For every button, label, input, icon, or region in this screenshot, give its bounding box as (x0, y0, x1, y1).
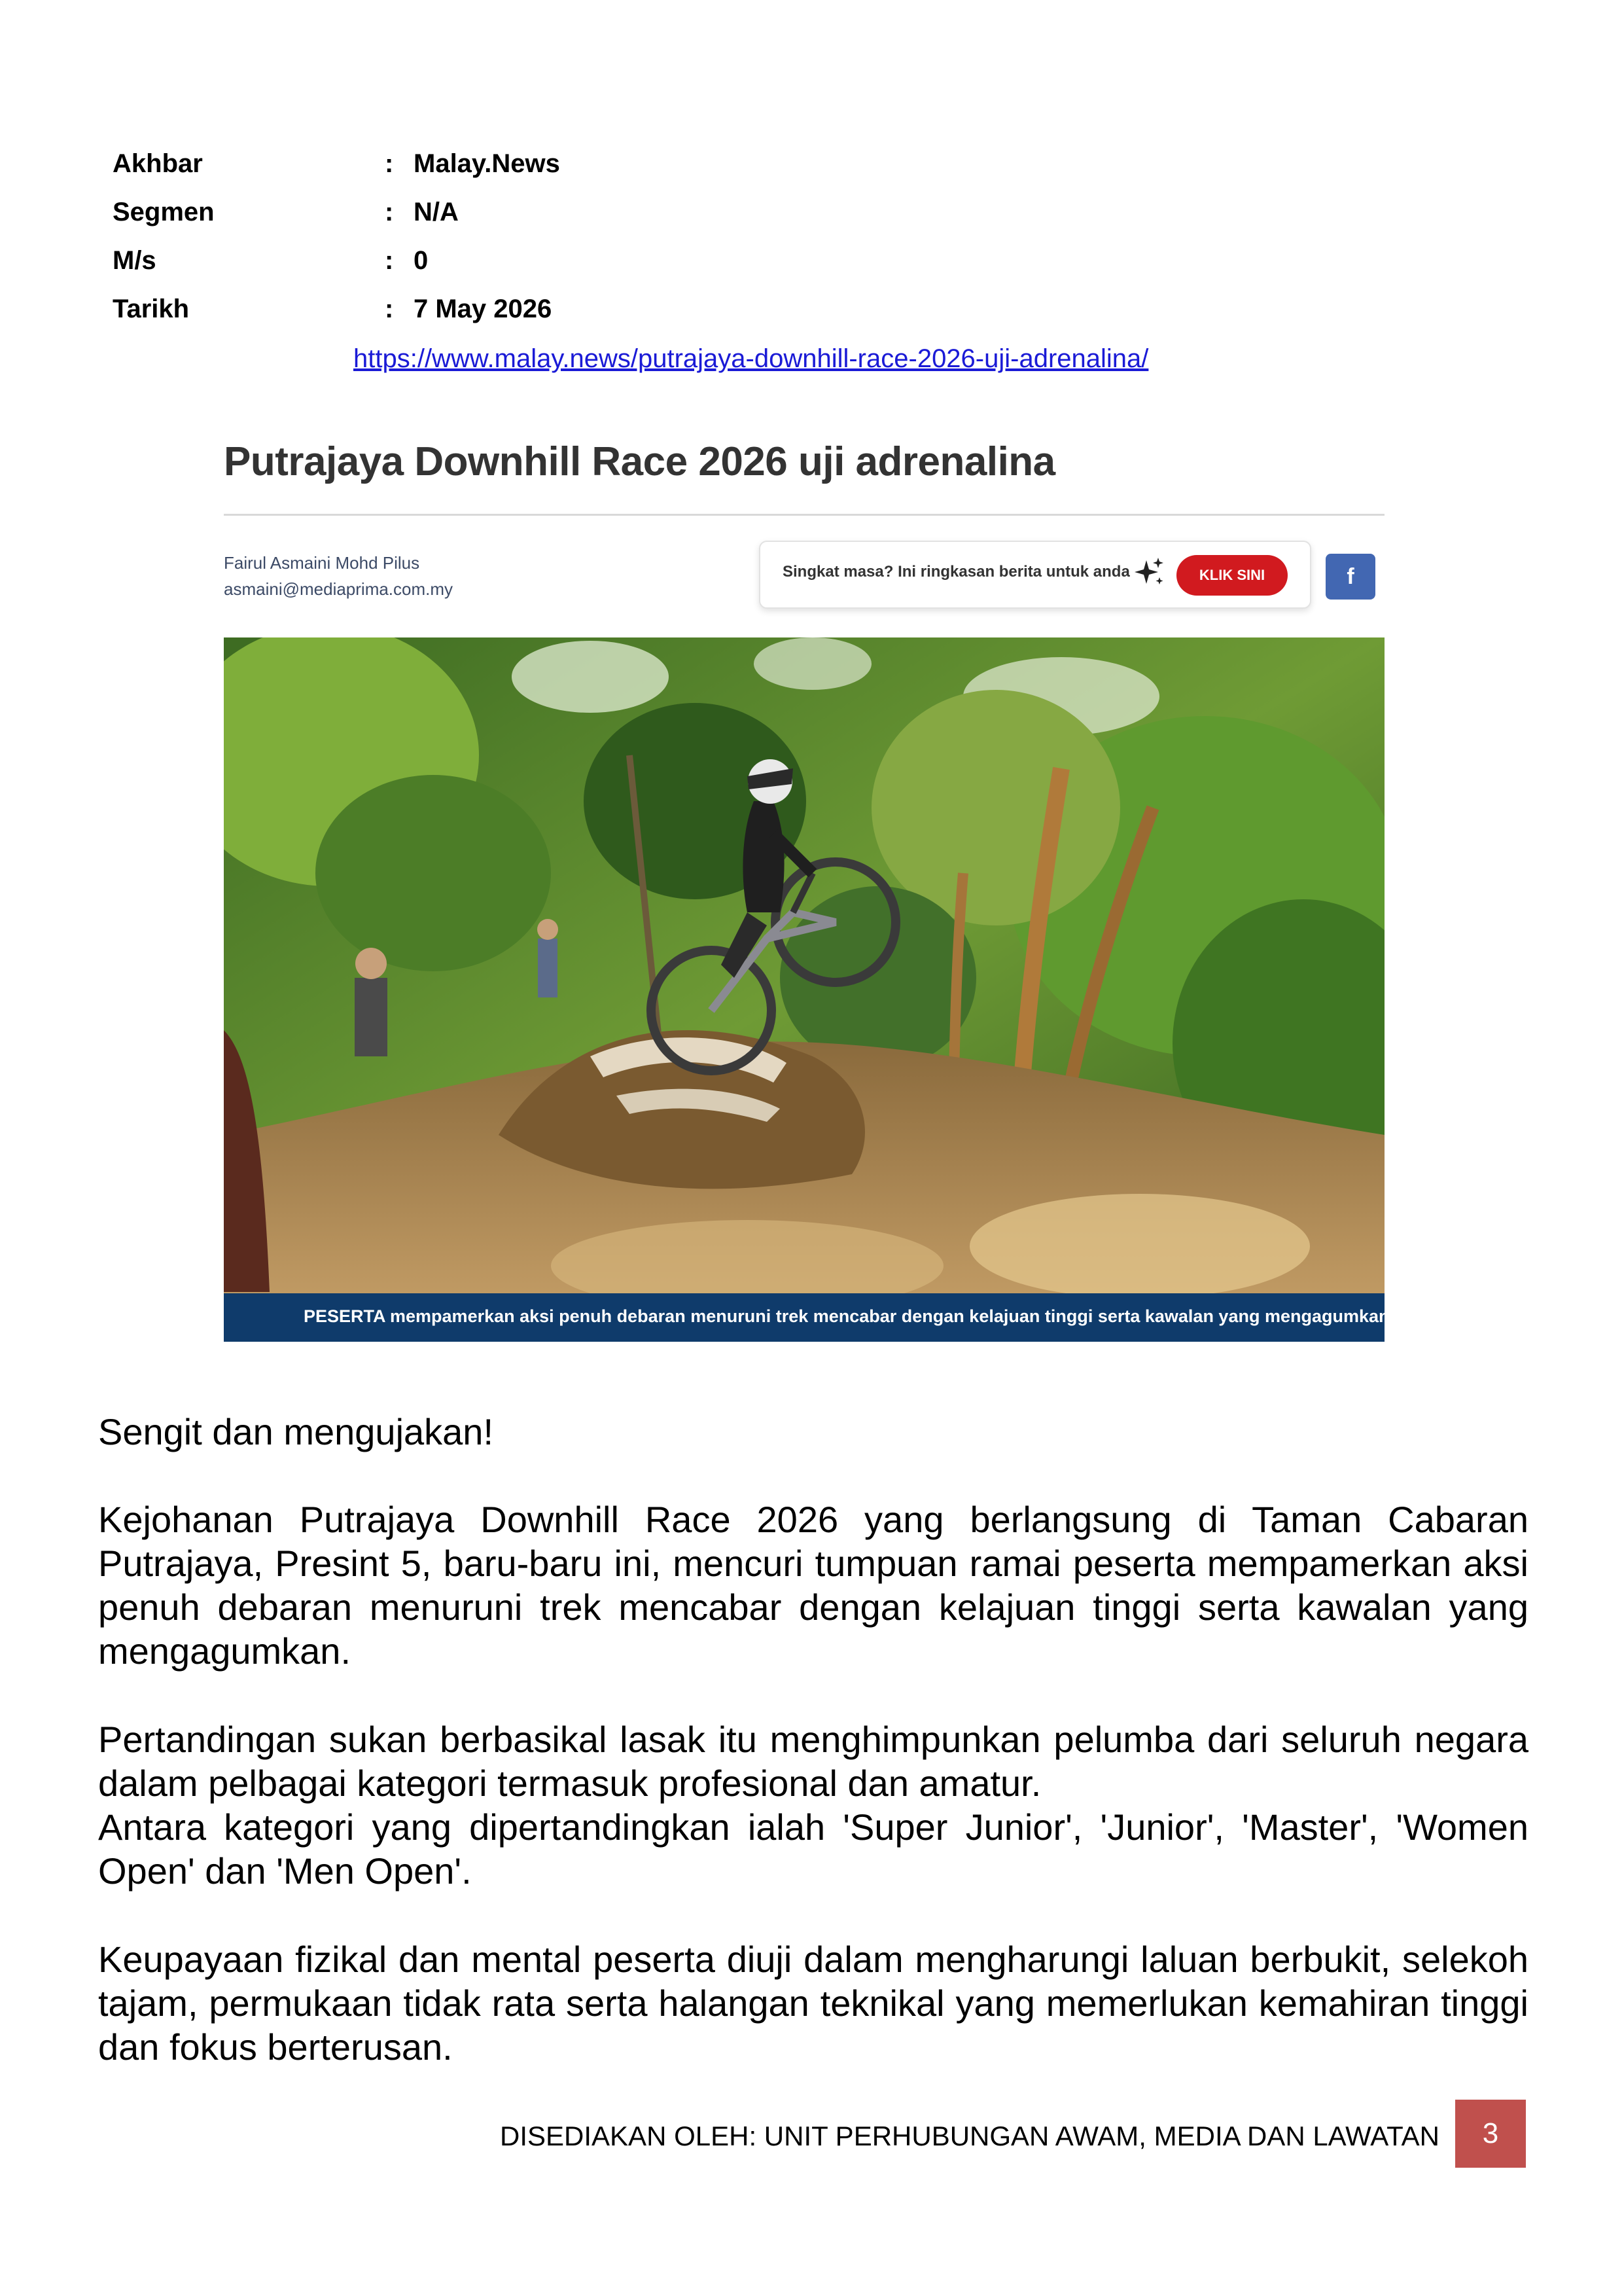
meta-label: M/s (113, 246, 156, 275)
author-block (224, 550, 453, 602)
meta-label: Segmen (113, 198, 215, 226)
meta-value: Malay.News (414, 149, 560, 178)
meta-value: 7 May 2026 (414, 295, 552, 323)
sparkle-icon (1132, 555, 1166, 589)
meta-colon: : (385, 295, 394, 323)
facebook-share-button[interactable]: f (1326, 554, 1375, 600)
summary-prompt-box (759, 541, 1311, 609)
article-photo (224, 637, 1385, 1338)
article-title: Putrajaya Downhill Race 2026 uji adrenalina (224, 439, 1055, 484)
meta-colon: : (385, 198, 394, 226)
klik-sini-button[interactable]: KLIK SINI (1176, 555, 1288, 596)
author-name: Fairul Asmaini Mohd Pilus (224, 553, 420, 573)
page-number-badge: 3 (1455, 2100, 1526, 2168)
photo-caption-bar (224, 1293, 1394, 1342)
body-paragraph-2a: Pertandingan sukan berbasikal lasak itu menghimpunkan pelumba dari seluruh negara dalam pelbagai kategori termasuk profesional dan amatur. (98, 1719, 1528, 1804)
photo-caption: PESERTA mempamerkan aksi penuh debaran menuruni trek mencabar dengan kelajuan tinggi serta kawalan yang mengagumkan. (304, 1306, 1394, 1326)
body-paragraph-2b: Antara kategori yang dipertandingkan ialah 'Super Junior', 'Junior', 'Master', 'Women Open' dan 'Men Open'. (98, 1806, 1528, 1892)
meta-value: 0 (414, 246, 429, 275)
body-paragraph-2 (98, 1717, 1528, 1893)
lead-sentence: Sengit dan mengujakan! (98, 1411, 493, 1452)
meta-label: Akhbar (113, 149, 203, 178)
source-url-link[interactable]: https://www.malay.news/putrajaya-downhill-race-2026-uji-adrenalina/ (353, 344, 1149, 373)
footer-prepared-by: DISEDIAKAN OLEH: UNIT PERHUBUNGAN AWAM, MEDIA DAN LAWATAN (500, 2121, 1439, 2151)
summary-prompt-text: Singkat masa? Ini ringkasan berita untuk anda (783, 563, 1130, 581)
downhill-rider-photo (224, 637, 1385, 1338)
author-email[interactable]: asmaini@mediaprima.com.my (224, 579, 453, 599)
title-divider (224, 514, 1385, 516)
meta-value: N/A (414, 198, 459, 226)
body-paragraph-1: Kejohanan Putrajaya Downhill Race 2026 yang berlangsung di Taman Cabaran Putrajaya, Presint 5, baru-baru ini, mencuri tumpuan ramai peserta mempamerkan aksi penuh debaran menuruni trek mencabar dengan kelajuan tinggi serta kawalan yang mengagumkan. (98, 1499, 1528, 1672)
meta-label: Tarikh (113, 295, 190, 323)
body-paragraph-3: Keupayaan fizikal dan mental peserta diuji dalam mengharungi laluan berbukit, selekoh tajam, permukaan tidak rata serta halangan teknikal yang memerlukan kemahiran tinggi dan fokus berterusan. (98, 1939, 1528, 2068)
meta-colon: : (385, 149, 394, 178)
meta-colon: : (385, 246, 394, 275)
